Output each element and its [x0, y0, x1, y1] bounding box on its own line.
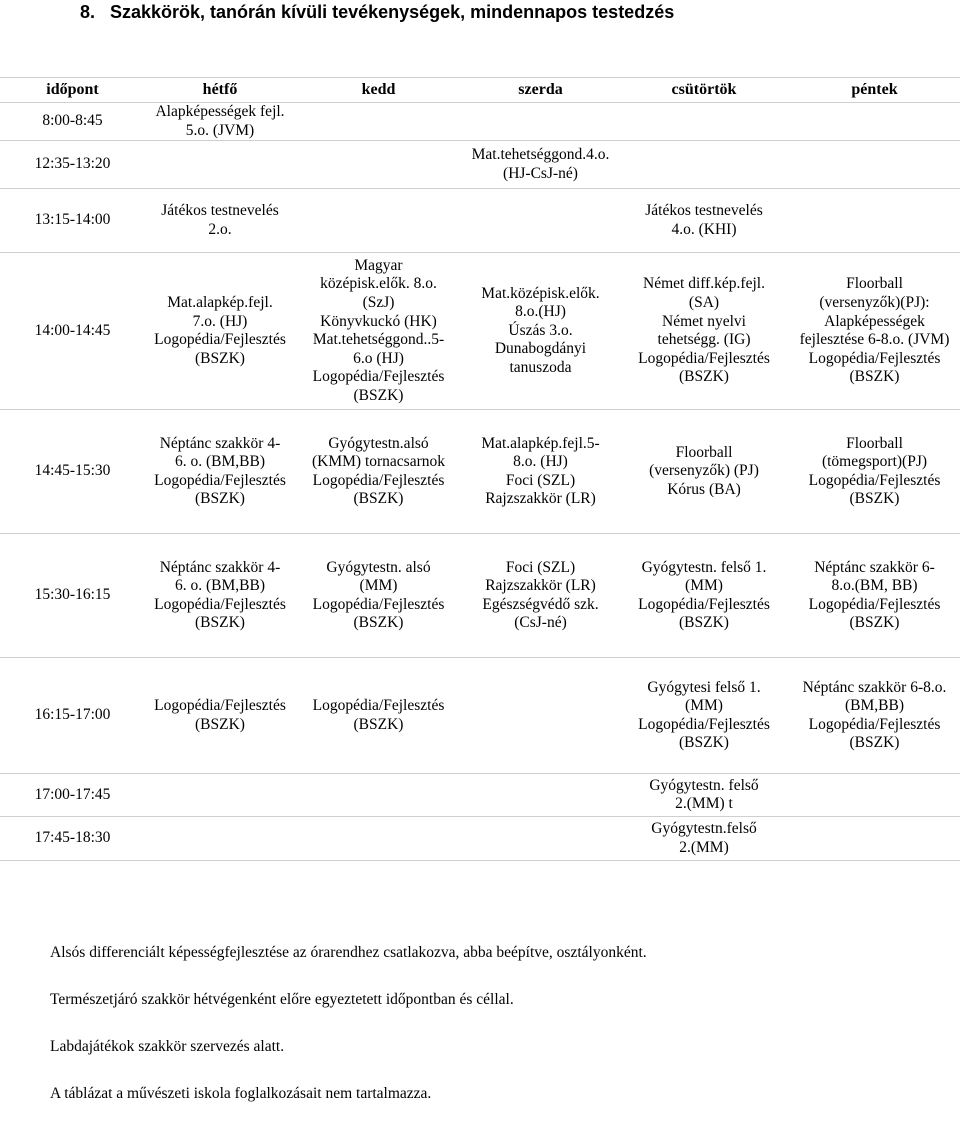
cell-monday: Néptánc szakkör 4- 6. o. (BM,BB) Logopédia/Fejlesztés (BSZK) — [145, 534, 295, 658]
cell-tuesday — [295, 817, 462, 861]
table-row — [0, 253, 960, 410]
time-cell: 17:45-18:30 — [0, 817, 145, 861]
table-row — [0, 774, 960, 817]
time-cell: 15:30-16:15 — [0, 534, 145, 658]
col-header-time: időpont — [0, 78, 145, 103]
cell-wednesday: Mat.tehetséggond.4.o. (HJ-CsJ-né) — [462, 141, 619, 189]
time-cell: 16:15-17:00 — [0, 658, 145, 774]
note-paragraph: Labdajátékok szakkör szervezés alatt. — [50, 1038, 285, 1055]
time-cell: 14:45-15:30 — [0, 410, 145, 534]
cell-tuesday: Logopédia/Fejlesztés (BSZK) — [295, 658, 462, 774]
cell-thursday: Német diff.kép.fejl. (SA) Német nyelvi tehetségg. (IG) Logopédia/Fejlesztés (BSZK) — [619, 253, 789, 410]
time-cell: 13:15-14:00 — [0, 189, 145, 253]
col-header-friday: péntek — [789, 78, 960, 103]
col-header-wednesday: szerda — [462, 78, 619, 103]
cell-friday: Néptánc szakkör 6-8.o. (BM,BB) Logopédia/Fejlesztés (BSZK) — [789, 658, 960, 774]
table-row — [0, 534, 960, 658]
table-row — [0, 189, 960, 253]
time-cell: 8:00-8:45 — [0, 103, 145, 141]
cell-wednesday — [462, 774, 619, 817]
cell-friday: Floorball (tömegsport)(PJ) Logopédia/Fejlesztés (BSZK) — [789, 410, 960, 534]
cell-thursday: Gyógytesi felső 1. (MM) Logopédia/Fejlesztés (BSZK) — [619, 658, 789, 774]
cell-wednesday — [462, 189, 619, 253]
table-row — [0, 410, 960, 534]
table-row — [0, 103, 960, 141]
cell-monday: Logopédia/Fejlesztés (BSZK) — [145, 658, 295, 774]
col-header-monday: hétfő — [145, 78, 295, 103]
section-title: Szakkörök, tanórán kívüli tevékenységek, mindennapos testedzés — [110, 2, 675, 22]
cell-wednesday — [462, 103, 619, 141]
cell-wednesday — [462, 658, 619, 774]
cell-wednesday: Mat.alapkép.fejl.5- 8.o. (HJ) Foci (SZL) Rajzszakkör (LR) — [462, 410, 619, 534]
col-header-tuesday: kedd — [295, 78, 462, 103]
cell-monday — [145, 817, 295, 861]
cell-wednesday — [462, 817, 619, 861]
cell-tuesday: Magyar középisk.elők. 8.o. (SzJ) Könyvkuckó (HK) Mat.tehetséggond..5- 6.o (HJ) Logopédia/Fejlesztés (BSZK) — [295, 253, 462, 410]
cell-monday: Mat.alapkép.fejl. 7.o. (HJ) Logopédia/Fejlesztés (BSZK) — [145, 253, 295, 410]
table-header-row — [0, 78, 960, 103]
cell-monday — [145, 774, 295, 817]
note-paragraph: Természetjáró szakkör hétvégenként előre egyeztetett időpontban és céllal. — [50, 991, 514, 1008]
cell-friday — [789, 817, 960, 861]
cell-friday — [789, 189, 960, 253]
cell-tuesday — [295, 141, 462, 189]
cell-thursday: Floorball (versenyzők) (PJ) Kórus (BA) — [619, 410, 789, 534]
section-number: 8. — [80, 2, 96, 22]
note-paragraph: A táblázat a művészeti iskola foglalkozásait nem tartalmazza. — [50, 1085, 432, 1102]
cell-tuesday — [295, 103, 462, 141]
time-cell: 17:00-17:45 — [0, 774, 145, 817]
cell-thursday — [619, 103, 789, 141]
table-row — [0, 817, 960, 861]
section-heading — [80, 0, 674, 24]
cell-friday: Néptánc szakkör 6- 8.o.(BM, BB) Logopédia/Fejlesztés (BSZK) — [789, 534, 960, 658]
cell-thursday: Gyógytestn. felső 1. (MM) Logopédia/Fejlesztés (BSZK) — [619, 534, 789, 658]
cell-tuesday — [295, 189, 462, 253]
cell-monday: Alapképességek fejl. 5.o. (JVM) — [145, 103, 295, 141]
cell-friday — [789, 103, 960, 141]
cell-monday: Játékos testnevelés 2.o. — [145, 189, 295, 253]
cell-friday: Floorball (versenyzők)(PJ): Alapképességek fejlesztése 6-8.o. (JVM) Logopédia/Fejlesztés (BSZK) — [789, 253, 960, 410]
cell-thursday: Gyógytestn. felső 2.(MM) t — [619, 774, 789, 817]
cell-thursday: Gyógytestn.felső 2.(MM) — [619, 817, 789, 861]
cell-tuesday — [295, 774, 462, 817]
notes-section — [50, 944, 647, 1132]
col-header-thursday: csütörtök — [619, 78, 789, 103]
cell-friday — [789, 774, 960, 817]
cell-wednesday: Mat.középisk.elők. 8.o.(HJ) Úszás 3.o. Dunabogdányi tanuszoda — [462, 253, 619, 410]
time-cell: 14:00-14:45 — [0, 253, 145, 410]
cell-tuesday: Gyógytestn.alsó (KMM) tornacsarnok Logopédia/Fejlesztés (BSZK) — [295, 410, 462, 534]
table-row — [0, 658, 960, 774]
note-paragraph: Alsós differenciált képességfejlesztése az órarendhez csatlakozva, abba beépítve, osztályonként. — [50, 944, 647, 961]
cell-friday — [789, 141, 960, 189]
cell-monday — [145, 141, 295, 189]
cell-thursday — [619, 141, 789, 189]
time-cell: 12:35-13:20 — [0, 141, 145, 189]
cell-thursday: Játékos testnevelés 4.o. (KHI) — [619, 189, 789, 253]
table-row — [0, 141, 960, 189]
cell-monday: Néptánc szakkör 4- 6. o. (BM,BB) Logopédia/Fejlesztés (BSZK) — [145, 410, 295, 534]
cell-tuesday: Gyógytestn. alsó (MM) Logopédia/Fejlesztés (BSZK) — [295, 534, 462, 658]
schedule-table — [0, 77, 960, 861]
cell-wednesday: Foci (SZL) Rajzszakkör (LR) Egészségvédő szk. (CsJ-né) — [462, 534, 619, 658]
